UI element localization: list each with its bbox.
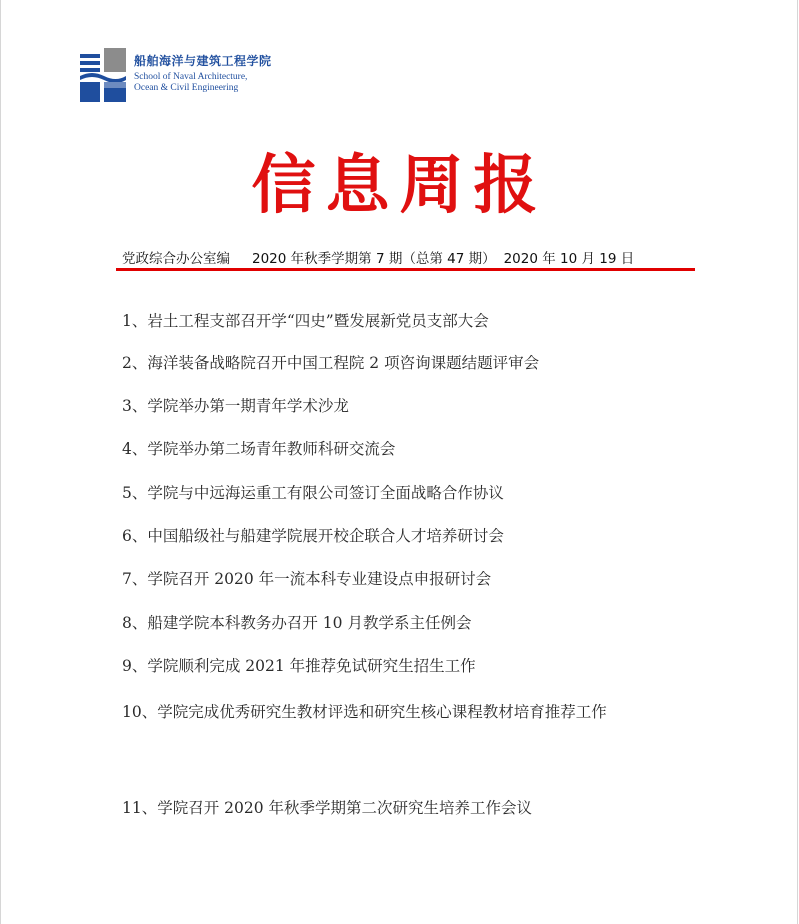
school-emblem-icon [80,48,128,104]
school-name-cn: 船舶海洋与建筑工程学院 [134,54,272,68]
contents-item: 8、船建学院本科教务办召开 10 月教学系主任例会 [122,614,472,632]
page-border-right [797,0,798,924]
contents-item: 1、岩土工程支部召开学“四史”暨发展新党员支部大会 [122,312,489,330]
issue-info-line [122,247,634,267]
issue-number: 2020 年秋季学期第 7 期（总第 47 期） [252,251,496,267]
contents-item: 4、学院举办第二场青年教师科研交流会 [122,440,396,458]
issue-date: 2020 年 10 月 19 日 [503,251,635,267]
contents-item: 3、学院举办第一期青年学术沙龙 [122,397,349,415]
school-name-en-line1: School of Naval Architecture, [134,72,248,82]
contents-item: 9、学院顺利完成 2021 年推荐免试研究生招生工作 [122,657,476,675]
issue-editor: 党政综合办公室编 [122,251,230,267]
contents-item: 11、学院召开 2020 年秋季学期第二次研究生培养工作会议 [122,799,533,817]
school-name-en-line2: Ocean & Civil Engineering [134,83,239,93]
contents-item: 2、海洋装备战略院召开中国工程院 2 项咨询课题结题评审会 [122,354,540,372]
contents-item: 7、学院召开 2020 年一流本科专业建设点申报研讨会 [122,570,492,588]
contents-item: 5、学院与中远海运重工有限公司签订全面战略合作协议 [122,484,504,502]
masthead-title: 信息周报 [251,148,548,223]
contents-item: 10、学院完成优秀研究生教材评选和研究生核心课程教材培育推荐工作 [122,703,607,721]
school-name-en [134,72,247,94]
contents-item: 6、中国船级社与船建学院展开校企联合人才培养研讨会 [122,527,504,545]
school-logo [80,48,280,104]
masthead-red-rule [116,268,695,271]
page-border-left [0,0,1,924]
